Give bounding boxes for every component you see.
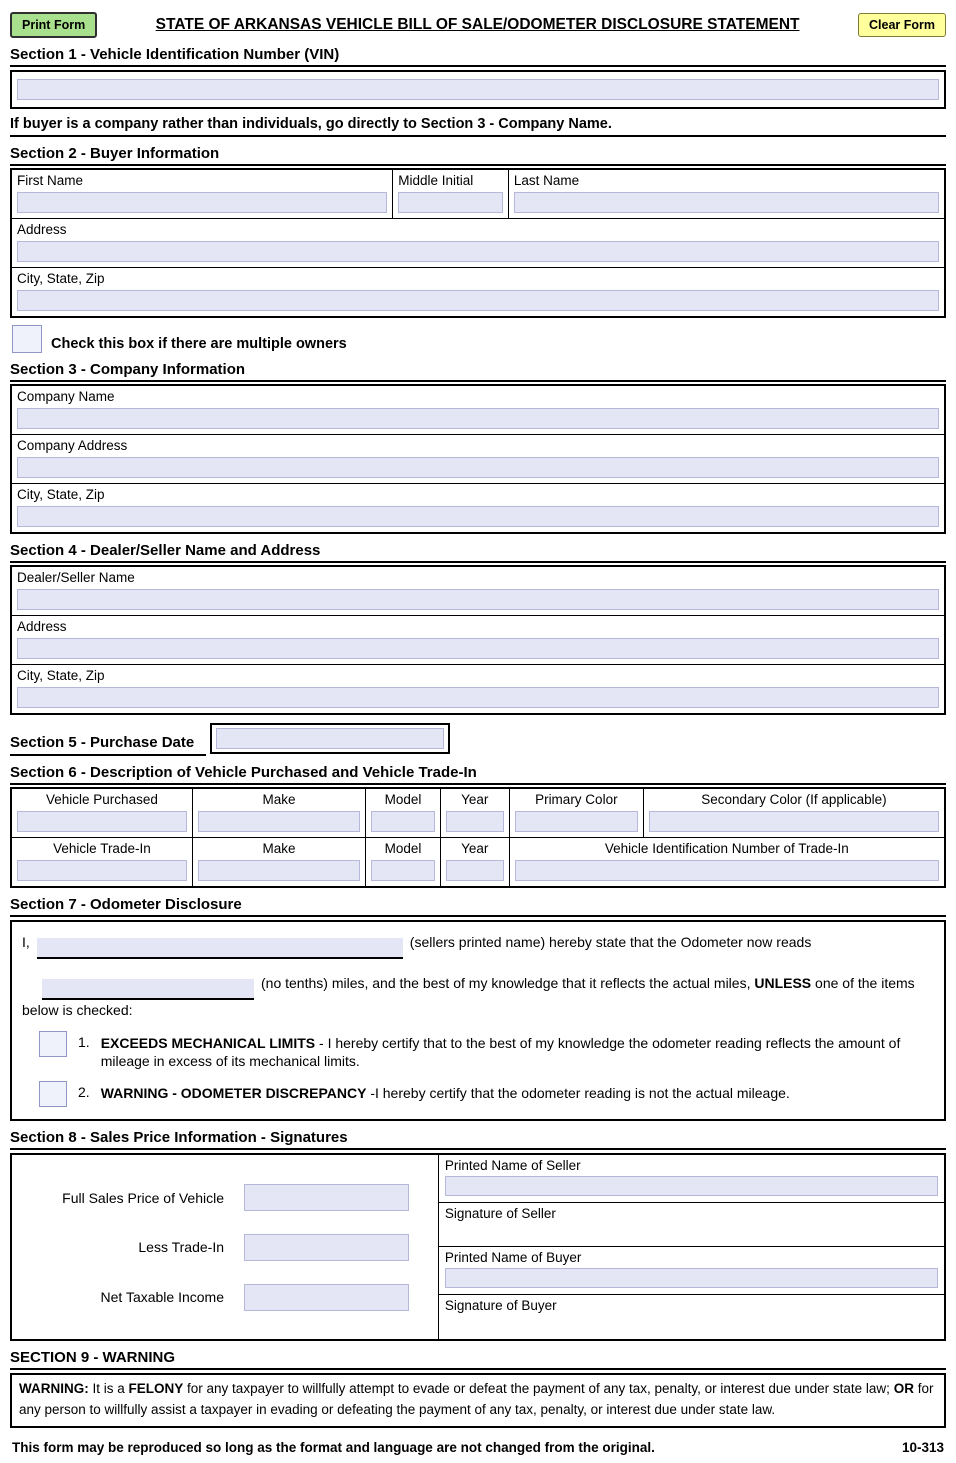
tradein-vin-input[interactable] — [515, 860, 939, 881]
warning-bold-prefix: WARNING: — [19, 1381, 89, 1397]
section6-heading: Section 6 - Description of Vehicle Purchased and Vehicle Trade-In — [10, 761, 946, 785]
last-name-input[interactable] — [514, 192, 939, 213]
full-sales-price-input[interactable] — [244, 1184, 409, 1211]
odometer-item-1 — [39, 1031, 934, 1072]
purchase-date-input[interactable] — [216, 728, 444, 749]
last-name-label: Last Name — [513, 173, 580, 188]
odometer-statement-line1 — [22, 934, 934, 959]
dealer-info-table — [10, 565, 946, 715]
vehicle-purchased-row — [12, 789, 944, 837]
secondary-color-cell — [643, 789, 944, 837]
section5-row — [10, 723, 946, 756]
odometer-discrepancy-title: WARNING - ODOMETER DISCREPANCY — [100, 1085, 367, 1102]
dealer-address-cell — [12, 616, 944, 664]
purchased-year-cell — [440, 789, 509, 837]
or-bold: OR — [893, 1381, 914, 1397]
secondary-color-label: Secondary Color (If applicable) — [701, 792, 887, 807]
section1-heading: Section 1 - Vehicle Identification Number (VIN) — [10, 43, 946, 67]
printed-name-buyer-cell — [439, 1247, 944, 1295]
buyer-address-input[interactable] — [17, 241, 939, 262]
signature-buyer-cell[interactable] — [439, 1295, 944, 1339]
signature-buyer-label: Signature of Buyer — [444, 1298, 557, 1314]
signature-seller-label: Signature of Seller — [444, 1206, 556, 1222]
buyer-info-table — [10, 168, 946, 318]
tradein-model-label: Model — [384, 841, 422, 856]
multiple-owners-checkbox[interactable] — [12, 325, 42, 353]
less-trade-in-row — [22, 1234, 428, 1261]
company-address-input[interactable] — [17, 457, 939, 478]
net-taxable-income-label: Net Taxable Income — [100, 1289, 224, 1306]
warning-text-2: for any taxpayer to willfully attempt to evade or defeat the payment of any tax, penalty, or interest due under state law; — [183, 1381, 894, 1397]
item2-text — [101, 1081, 790, 1103]
item1-number: 1. — [78, 1033, 90, 1050]
tradein-make-cell — [192, 838, 365, 886]
dealer-name-cell — [12, 567, 944, 615]
dealer-name-input[interactable] — [17, 589, 939, 610]
tradein-make-label: Make — [262, 841, 296, 856]
net-taxable-income-input[interactable] — [244, 1284, 409, 1311]
printed-name-seller-cell — [439, 1155, 944, 1203]
odometer-i-prefix: I, — [22, 934, 30, 950]
exceeds-limits-description: - I hereby certify that to the best of my knowledge the odometer reading reflects the amount of mileage in excess of its mechanical limits. — [100, 1034, 901, 1070]
tradein-year-input[interactable] — [446, 860, 504, 881]
company-name-input[interactable] — [17, 408, 939, 429]
item1-text — [101, 1031, 934, 1072]
clear-form-button[interactable]: Clear Form — [858, 13, 946, 37]
form-title: STATE OF ARKANSAS VEHICLE BILL OF SALE/ODOMETER DISCLOSURE STATEMENT — [155, 16, 800, 33]
odometer-checked-text: one of the items below is checked: — [22, 974, 915, 1018]
company-note: If buyer is a company rather than individuals, go directly to Section 3 - Company Name. — [10, 111, 946, 137]
vehicle-purchased-label: Vehicle Purchased — [46, 792, 158, 807]
dealer-city-cell — [12, 665, 944, 713]
secondary-color-input[interactable] — [649, 811, 939, 832]
printed-name-seller-input[interactable] — [445, 1176, 938, 1196]
signatures-column — [439, 1155, 944, 1339]
vehicle-purchased-input[interactable] — [17, 811, 187, 832]
printed-name-buyer-input[interactable] — [445, 1268, 938, 1288]
tradein-vin-label: Vehicle Identification Number of Trade-In — [604, 841, 849, 856]
company-city-cell — [12, 484, 944, 532]
purchase-date-box — [210, 723, 450, 754]
net-taxable-income-row — [22, 1284, 428, 1311]
purchased-model-label: Model — [384, 792, 422, 807]
primary-color-input[interactable] — [515, 811, 638, 832]
section9-heading: SECTION 9 - WARNING — [10, 1346, 946, 1370]
footer-note: This form may be reproduced so long as the format and language are not changed from the original. — [12, 1439, 655, 1455]
vehicle-tradein-row — [12, 837, 944, 886]
odometer-unless-text: UNLESS — [754, 974, 812, 991]
section8-heading: Section 8 - Sales Price Information - Signatures — [10, 1126, 946, 1150]
vehicle-purchased-cell — [12, 789, 192, 837]
buyer-city-row — [12, 267, 944, 316]
vin-box — [10, 70, 946, 109]
full-sales-price-row — [22, 1184, 428, 1211]
seller-printed-name-input[interactable] — [37, 938, 403, 959]
odometer-miles-text: (no tenths) miles, and the best of my knowledge that it reflects the actual miles, — [261, 974, 755, 991]
warning-box — [10, 1373, 946, 1428]
dealer-name-row — [12, 567, 944, 615]
item2-number: 2. — [78, 1084, 90, 1101]
purchased-model-input[interactable] — [371, 811, 435, 832]
vehicle-tradein-input[interactable] — [17, 860, 187, 881]
section5-heading: Section 5 - Purchase Date — [10, 731, 206, 756]
company-city-state-zip-label: City, State, Zip — [17, 487, 105, 502]
company-name-row — [12, 386, 944, 434]
vehicle-description-table — [10, 787, 946, 888]
printed-name-buyer-label: Printed Name of Buyer — [444, 1250, 582, 1266]
section7-heading: Section 7 - Odometer Disclosure — [10, 893, 946, 917]
buyer-address-row — [12, 218, 944, 267]
dealer-address-row — [12, 615, 944, 664]
first-name-input[interactable] — [17, 192, 387, 213]
first-name-cell — [12, 170, 392, 218]
company-name-label: Company Name — [17, 389, 115, 404]
company-address-label: Company Address — [17, 438, 128, 453]
tradein-model-input[interactable] — [371, 860, 435, 881]
exceeds-limits-title: EXCEEDS MECHANICAL LIMITS — [100, 1034, 316, 1051]
sales-price-column — [12, 1155, 439, 1339]
company-info-table — [10, 384, 946, 534]
purchased-model-cell — [365, 789, 440, 837]
dealer-address-input[interactable] — [17, 638, 939, 659]
form-number: 10-313 — [901, 1439, 944, 1455]
company-address-row — [12, 434, 944, 483]
odometer-item-2 — [39, 1081, 934, 1107]
section4-heading: Section 4 - Dealer/Seller Name and Address — [10, 539, 946, 563]
vehicle-tradein-label: Vehicle Trade-In — [53, 841, 151, 856]
buyer-city-state-zip-input[interactable] — [17, 290, 939, 311]
warning-text-1: It is a — [88, 1381, 129, 1397]
primary-color-cell — [509, 789, 643, 837]
first-name-label: First Name — [17, 173, 84, 188]
purchased-year-label: Year — [461, 792, 489, 807]
form-header — [10, 12, 946, 38]
tradein-make-input[interactable] — [198, 860, 360, 881]
company-city-state-zip-input[interactable] — [17, 506, 939, 527]
odometer-statement-line2 — [22, 973, 934, 1021]
exceeds-limits-checkbox[interactable] — [39, 1031, 67, 1057]
odometer-discrepancy-description: -I hereby certify that the odometer reading is not the actual mileage. — [366, 1085, 790, 1102]
dealer-city-state-zip-input[interactable] — [17, 687, 939, 708]
purchased-make-cell — [192, 789, 365, 837]
vehicle-tradein-cell — [12, 838, 192, 886]
section3-heading: Section 3 - Company Information — [10, 358, 946, 382]
last-name-cell — [508, 170, 944, 218]
multiple-owners-label: Check this box if there are multiple owners — [51, 336, 347, 352]
vin-input[interactable] — [17, 79, 939, 100]
purchased-make-label: Make — [262, 792, 296, 807]
odometer-reading-input[interactable] — [42, 979, 254, 1000]
tradein-vin-cell — [509, 838, 944, 886]
sales-price-signatures-box — [10, 1153, 946, 1341]
buyer-address-cell — [12, 219, 944, 267]
felony-bold: FELONY — [128, 1381, 184, 1397]
less-trade-in-input[interactable] — [244, 1234, 409, 1261]
company-city-row — [12, 483, 944, 532]
section2-heading: Section 2 - Buyer Information — [10, 142, 946, 166]
purchased-make-input[interactable] — [198, 811, 360, 832]
tradein-year-cell — [440, 838, 509, 886]
dealer-city-state-zip-label: City, State, Zip — [17, 668, 105, 683]
less-trade-in-label: Less Trade-In — [138, 1239, 224, 1256]
buyer-address-label: Address — [17, 222, 67, 237]
middle-initial-cell — [392, 170, 508, 218]
warning-text-3: for any person to willfully assist a taxpayer in evading or defeating the payment of any tax, penalty, or interest due under state law. — [19, 1381, 934, 1417]
dealer-name-label: Dealer/Seller Name — [17, 570, 135, 585]
middle-initial-input[interactable] — [398, 192, 503, 213]
multiple-owners-row — [12, 325, 946, 353]
odometer-disclosure-box — [10, 920, 946, 1121]
signature-seller-cell[interactable] — [439, 1203, 944, 1247]
primary-color-label: Primary Color — [535, 792, 618, 807]
buyer-city-state-zip-label: City, State, Zip — [17, 271, 105, 286]
company-name-cell — [12, 386, 944, 434]
middle-initial-label: Middle Initial — [398, 173, 474, 188]
odometer-statement-text: (sellers printed name) hereby state that the Odometer now reads — [409, 934, 812, 950]
dealer-city-row — [12, 664, 944, 713]
tradein-year-label: Year — [461, 841, 489, 856]
print-form-button[interactable]: Print Form — [10, 12, 97, 38]
full-sales-price-label: Full Sales Price of Vehicle — [62, 1189, 224, 1206]
form-footer — [10, 1440, 946, 1455]
tradein-model-cell — [365, 838, 440, 886]
odometer-discrepancy-checkbox[interactable] — [39, 1081, 67, 1107]
purchased-year-input[interactable] — [446, 811, 504, 832]
dealer-address-label: Address — [17, 619, 67, 634]
buyer-name-row — [12, 170, 944, 218]
printed-name-seller-label: Printed Name of Seller — [444, 1158, 581, 1174]
buyer-city-cell — [12, 268, 944, 316]
company-address-cell — [12, 435, 944, 483]
